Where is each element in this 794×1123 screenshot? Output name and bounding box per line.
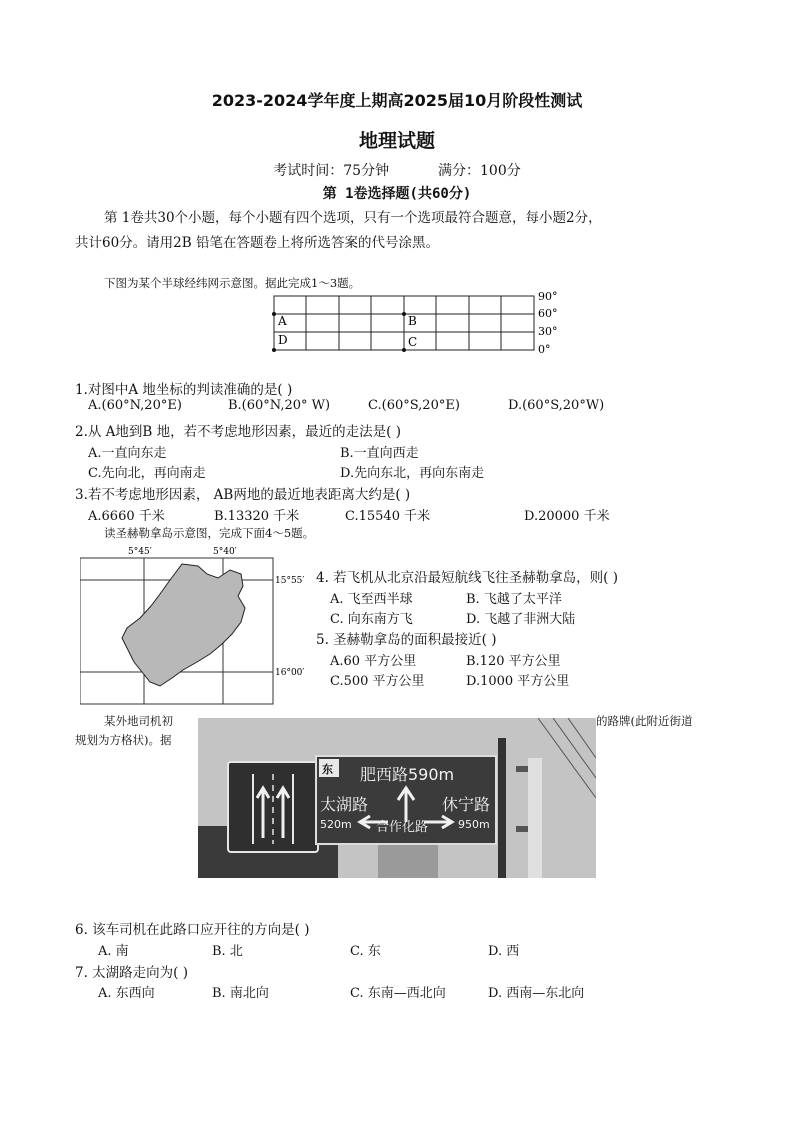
q6-option-d: D. 西: [488, 944, 520, 959]
question-1-stem: 1.对图中A 地坐标的判读准确的是( ): [75, 382, 293, 398]
q1-option-c: C.(60°S,20°E): [368, 398, 460, 413]
sign-left-distance: 520m: [320, 818, 352, 831]
point-b-dot: [402, 312, 406, 316]
intro-6-7-left: 某外地司机初: [104, 714, 173, 728]
q7-option-b: B. 南北向: [212, 986, 269, 1001]
intro-6-7-line-2: 规划为方格状)。据: [75, 733, 172, 747]
lon-label-545: 5°45′: [128, 547, 152, 557]
q7-option-c: C. 东南—西北向: [350, 986, 446, 1001]
q5-option-d: D.1000 平方公里: [466, 674, 570, 689]
q6-option-c: C. 东: [350, 944, 381, 959]
exam-time: 考试时间：75分钟: [273, 163, 390, 179]
label-a: A: [278, 314, 287, 328]
instructions-line-2: 共计60分。请用2B 铅笔在答题卷上将所选答案的代号涂黑。: [75, 235, 439, 251]
q1-option-a: A.(60°N,20°E): [88, 398, 182, 413]
question-5-stem: 5. 圣赫勒拿岛的面积最接近( ): [316, 632, 497, 648]
question-4-stem: 4. 若飞机从北京沿最短航线飞往圣赫勒拿岛，则( ): [316, 570, 618, 586]
lat-label-60: 60°: [538, 307, 558, 320]
q7-option-d: D. 西南—东北向: [488, 986, 585, 1001]
q7-option-a: A. 东西向: [98, 986, 155, 1001]
full-score: 满分：100分: [438, 163, 521, 179]
section-heading: 第 1卷选择题(共60分): [322, 186, 472, 202]
point-d-dot: [272, 348, 276, 352]
q5-option-b: B.120 平方公里: [466, 654, 561, 669]
q3-option-b: B.13320 千米: [214, 509, 300, 524]
island-map: [80, 544, 305, 710]
q5-option-c: C.500 平方公里: [330, 674, 425, 689]
q2-option-d: D.先向东北，再向东南走: [340, 466, 485, 481]
intro-6-7-right: 的路牌(此附近街道: [596, 714, 693, 728]
island-shape: [122, 564, 245, 686]
q2-option-c: C.先向北，再向南走: [88, 466, 206, 481]
lat-label-1555: 15°55′: [275, 576, 305, 586]
label-b: B: [408, 314, 417, 328]
lat-label-90: 90°: [538, 290, 558, 303]
sign-current-road: 合作化路: [376, 820, 429, 835]
lat-label-1600: 16°00′: [275, 668, 305, 678]
point-a-dot: [272, 312, 276, 316]
lon-label-540: 5°40′: [213, 547, 237, 557]
q1-option-b: B.(60°N,20° W): [228, 398, 331, 413]
lat-label-0: 0°: [538, 343, 551, 356]
q3-option-a: A.6660 千米: [88, 509, 165, 524]
q3-option-c: C.15540 千米: [345, 509, 431, 524]
sign-right-distance: 950m: [458, 818, 490, 831]
q6-option-b: B. 北: [212, 944, 243, 959]
intro-questions-1-3: 下图为某个半球经纬网示意图。据此完成1～3题。: [104, 276, 361, 290]
q4-option-b: B. 飞越了太平洋: [466, 592, 562, 607]
q3-option-d: D.20000 千米: [524, 509, 610, 524]
sign-top-road: 肥西路590m: [360, 765, 455, 784]
island-map-svg: [80, 544, 305, 706]
instructions-line-1: 第 1卷共30个小题，每个小题有四个选项，只有一个选项最符合题意，每小题2分，: [104, 210, 602, 226]
exam-meta: [0, 160, 794, 180]
q4-option-a: A. 飞至西半球: [330, 592, 413, 607]
subject-title: 地理试题: [358, 130, 435, 152]
exam-title: 2023-2024学年度上期高2025届10月阶段性测试: [211, 91, 583, 110]
point-c-dot: [402, 348, 406, 352]
question-7-stem: 7. 太湖路走向为( ): [75, 965, 188, 981]
question-2-stem: 2.从 A地到B 地，若不考虑地形因素，最近的走法是( ): [75, 424, 401, 440]
east-badge: 东: [322, 763, 333, 776]
lat-label-30: 30°: [538, 325, 558, 338]
q4-option-c: C. 向东南方飞: [330, 612, 413, 627]
photo-background: [198, 718, 596, 878]
question-6-stem: 6. 该车司机在此路口应开往的方向是( ): [75, 922, 310, 938]
q2-option-a: A.一直向东走: [88, 446, 167, 461]
question-3-stem: 3.若不考虑地形因素， AB两地的最近地表距离大约是( ): [75, 487, 411, 503]
q2-option-b: B.一直向西走: [340, 446, 419, 461]
road-sign-photo: [198, 718, 596, 878]
q5-option-a: A.60 平方公里: [330, 654, 417, 669]
graticule-grid: [272, 286, 572, 358]
q1-option-d: D.(60°S,20°W): [508, 398, 605, 413]
graticule-figure: [272, 286, 572, 362]
q4-option-d: D. 飞越了非洲大陆: [466, 612, 576, 627]
sign-right-road: 休宁路: [442, 795, 491, 814]
label-c: C: [408, 335, 418, 349]
label-d: D: [278, 333, 288, 347]
intro-questions-4-5: 读圣赫勒拿岛示意图，完成下面4～5题。: [104, 526, 315, 540]
sign-left-road: 太湖路: [320, 795, 369, 814]
q6-option-a: A. 南: [98, 944, 129, 959]
